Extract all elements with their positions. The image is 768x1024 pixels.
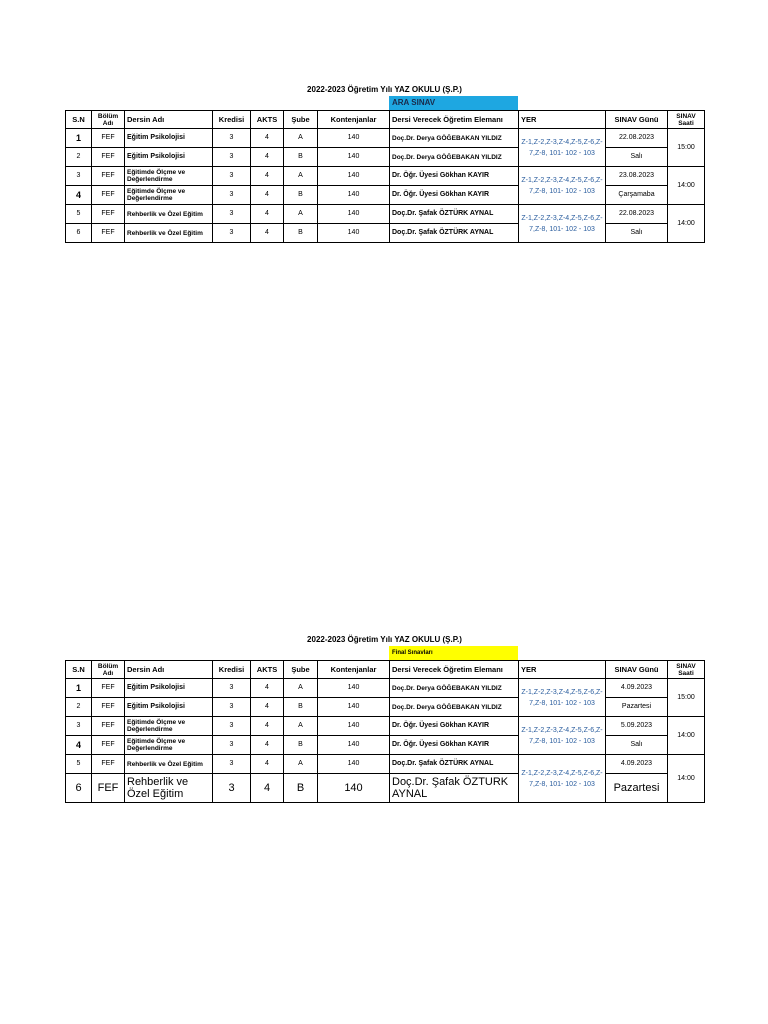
cell-bolum: FEF <box>92 698 125 717</box>
cell-kontenjan: 140 <box>318 736 390 755</box>
col-header: Bölüm Adı <box>92 661 125 679</box>
col-header: Dersin Adı <box>125 661 213 679</box>
cell-akts: 4 <box>251 205 284 224</box>
cell-gun: 22.08.2023 <box>606 205 668 224</box>
table-row <box>66 774 705 803</box>
final-sinav-banner: Final Sınavları <box>389 646 518 660</box>
cell-bolum: FEF <box>92 205 125 224</box>
cell-ders: Rehberlik ve Özel Eğitim <box>125 205 213 224</box>
cell-kontenjan: 140 <box>318 774 390 803</box>
cell-eleman: Doç.Dr. Derya GÖĞEBAKAN YILDIZ <box>390 148 519 167</box>
cell-kontenjan: 140 <box>318 698 390 717</box>
final-sinav-table <box>65 660 705 803</box>
cell-gun: 22.08.2023 <box>606 129 668 148</box>
cell-kredi: 3 <box>213 186 251 205</box>
col-header: S.N <box>66 661 92 679</box>
cell-yer: Z-1,Z-2,Z-3,Z-4,Z-5,Z-6,Z-7,Z-8, 101- 102 - 103 <box>519 679 606 717</box>
cell-bolum: FEF <box>92 148 125 167</box>
cell-gun: Çarşamaba <box>606 186 668 205</box>
cell-kredi: 3 <box>213 224 251 243</box>
cell-yer: Z-1,Z-2,Z-3,Z-4,Z-5,Z-6,Z-7,Z-8, 101- 102 - 103 <box>519 205 606 243</box>
cell-akts: 4 <box>251 148 284 167</box>
cell-kredi: 3 <box>213 129 251 148</box>
cell-saat: 14:00 <box>668 717 705 755</box>
col-header: Şube <box>284 661 318 679</box>
cell-eleman: Doç.Dr. Şafak ÖZTÜRK AYNAL <box>390 205 519 224</box>
cell-ders: Rehberlik ve Özel Eğitim <box>125 774 213 803</box>
cell-sn: 4 <box>66 186 92 205</box>
cell-eleman: Dr. Öğr. Üyesi Gökhan KAYIR <box>390 736 519 755</box>
col-header: AKTS <box>251 661 284 679</box>
col-header: Kredisi <box>213 111 251 129</box>
cell-yer: Z-1,Z-2,Z-3,Z-4,Z-5,Z-6,Z-7,Z-8, 101- 102 - 103 <box>519 755 606 803</box>
cell-saat: 15:00 <box>668 129 705 167</box>
cell-sube: B <box>284 774 318 803</box>
header-row <box>66 661 705 679</box>
col-header: Dersin Adı <box>125 111 213 129</box>
cell-akts: 4 <box>251 774 284 803</box>
cell-kontenjan: 140 <box>318 186 390 205</box>
cell-kredi: 3 <box>213 736 251 755</box>
cell-kredi: 3 <box>213 167 251 186</box>
cell-sn: 3 <box>66 717 92 736</box>
cell-eleman: Doç.Dr. Şafak ÖZTURK AYNAL <box>390 774 519 803</box>
ara-sinav-table <box>65 110 705 243</box>
cell-gun: Salı <box>606 224 668 243</box>
cell-eleman: Dr. Öğr. Üyesi Gökhan KAYIR <box>390 717 519 736</box>
header-row <box>66 111 705 129</box>
col-header: Bölüm Adı <box>92 111 125 129</box>
cell-ders: Rehberlik ve Özel Eğitim <box>125 224 213 243</box>
table-row <box>66 205 705 224</box>
cell-kontenjan: 140 <box>318 148 390 167</box>
cell-sube: A <box>284 129 318 148</box>
col-header: SINAV Saati <box>668 661 705 679</box>
cell-saat: 14:00 <box>668 205 705 243</box>
cell-gun: 4.09.2023 <box>606 679 668 698</box>
cell-akts: 4 <box>251 186 284 205</box>
cell-sn: 6 <box>66 774 92 803</box>
table-row <box>66 129 705 148</box>
cell-gun: 5.09.2023 <box>606 717 668 736</box>
cell-gun: Salı <box>606 736 668 755</box>
cell-akts: 4 <box>251 167 284 186</box>
cell-sn: 6 <box>66 224 92 243</box>
col-header: SINAV Günü <box>606 111 668 129</box>
col-header: Kontenjanlar <box>318 111 390 129</box>
cell-kontenjan: 140 <box>318 679 390 698</box>
cell-saat: 14:00 <box>668 755 705 803</box>
cell-ders: Eğitim Psikolojisi <box>125 148 213 167</box>
cell-sube: B <box>284 224 318 243</box>
cell-akts: 4 <box>251 224 284 243</box>
cell-eleman: Doç.Dr. Derya GÖĞEBAKAN YILDIZ <box>390 679 519 698</box>
table-row <box>66 224 705 243</box>
cell-kredi: 3 <box>213 717 251 736</box>
cell-sn: 5 <box>66 205 92 224</box>
col-header: Dersi Verecek Öğretim Elemanı <box>390 661 519 679</box>
ara-sinav-banner: ARA SINAV <box>389 96 518 110</box>
cell-sn: 2 <box>66 698 92 717</box>
cell-sube: B <box>284 698 318 717</box>
col-header: S.N <box>66 111 92 129</box>
col-header: Kredisi <box>213 661 251 679</box>
cell-sube: A <box>284 755 318 774</box>
cell-eleman: Dr. Öğr. Üyesi Gökhan KAYIR <box>390 167 519 186</box>
cell-kredi: 3 <box>213 698 251 717</box>
cell-sn: 2 <box>66 148 92 167</box>
cell-sube: A <box>284 205 318 224</box>
cell-gun: Salı <box>606 148 668 167</box>
cell-bolum: FEF <box>92 755 125 774</box>
cell-eleman: Doç.Dr. Derya GÖĞEBAKAN YILDIZ <box>390 129 519 148</box>
col-header: Dersi Verecek Öğretim Elemanı <box>390 111 519 129</box>
cell-akts: 4 <box>251 129 284 148</box>
cell-bolum: FEF <box>92 167 125 186</box>
cell-yer: Z-1,Z-2,Z-3,Z-4,Z-5,Z-6,Z-7,Z-8, 101- 102 - 103 <box>519 717 606 755</box>
cell-bolum: FEF <box>92 129 125 148</box>
cell-bolum: FEF <box>92 224 125 243</box>
cell-ders: Eğitimde Ölçme ve Değerlendirme <box>125 167 213 186</box>
cell-akts: 4 <box>251 679 284 698</box>
cell-sube: B <box>284 186 318 205</box>
cell-ders: Eğitimde Ölçme ve Değerlendirme <box>125 717 213 736</box>
cell-bolum: FEF <box>92 774 125 803</box>
cell-gun: Pazartesi <box>606 698 668 717</box>
cell-ders: Eğitim Psikolojisi <box>125 698 213 717</box>
cell-gun: Pazartesi <box>606 774 668 803</box>
cell-sube: B <box>284 148 318 167</box>
cell-kredi: 3 <box>213 205 251 224</box>
table-row <box>66 167 705 186</box>
cell-kredi: 3 <box>213 755 251 774</box>
col-header: AKTS <box>251 111 284 129</box>
cell-sube: A <box>284 679 318 698</box>
table-row <box>66 717 705 736</box>
cell-kredi: 3 <box>213 148 251 167</box>
col-header: YER <box>519 661 606 679</box>
cell-eleman: Doç.Dr. Şafak ÖZTÜRK AYNAL <box>390 224 519 243</box>
cell-saat: 14:00 <box>668 167 705 205</box>
cell-sn: 1 <box>66 129 92 148</box>
final-sinav-section <box>65 634 704 803</box>
cell-eleman: Doç.Dr. Şafak ÖZTÜRK AYNAL <box>390 755 519 774</box>
cell-akts: 4 <box>251 736 284 755</box>
page-title: 2022-2023 Öğretim Yılı YAZ OKULU (Ş.P.) <box>307 85 462 94</box>
cell-ders: Rehberlik ve Özel Eğitim <box>125 755 213 774</box>
cell-akts: 4 <box>251 698 284 717</box>
cell-kredi: 3 <box>213 774 251 803</box>
cell-yer: Z-1,Z-2,Z-3,Z-4,Z-5,Z-6,Z-7,Z-8, 101- 102 - 103 <box>519 129 606 167</box>
cell-bolum: FEF <box>92 736 125 755</box>
cell-bolum: FEF <box>92 679 125 698</box>
cell-sube: A <box>284 717 318 736</box>
page-title: 2022-2023 Öğretim Yılı YAZ OKULU (Ş.P.) <box>307 635 462 644</box>
cell-gun: 23.08.2023 <box>606 167 668 186</box>
cell-ders: Eğitim Psikolojisi <box>125 129 213 148</box>
cell-kontenjan: 140 <box>318 755 390 774</box>
col-header: SINAV Günü <box>606 661 668 679</box>
cell-sn: 4 <box>66 736 92 755</box>
cell-kontenjan: 140 <box>318 205 390 224</box>
table-row <box>66 736 705 755</box>
cell-kontenjan: 140 <box>318 717 390 736</box>
cell-gun: 4.09.2023 <box>606 755 668 774</box>
cell-kontenjan: 140 <box>318 224 390 243</box>
cell-ders: Eğitim Psikolojisi <box>125 679 213 698</box>
cell-akts: 4 <box>251 755 284 774</box>
table-row <box>66 755 705 774</box>
cell-ders: Eğitimde Ölçme ve Değerlendirme <box>125 186 213 205</box>
col-header: Şube <box>284 111 318 129</box>
cell-ders: Eğitimde Ölçme ve Değerlendirme <box>125 736 213 755</box>
cell-bolum: FEF <box>92 717 125 736</box>
cell-sn: 1 <box>66 679 92 698</box>
cell-kredi: 3 <box>213 679 251 698</box>
col-header: YER <box>519 111 606 129</box>
cell-yer: Z-1,Z-2,Z-3,Z-4,Z-5,Z-6,Z-7,Z-8, 101- 102 - 103 <box>519 167 606 205</box>
table-row <box>66 148 705 167</box>
cell-sube: B <box>284 736 318 755</box>
cell-sn: 5 <box>66 755 92 774</box>
col-header: SINAV Saati <box>668 111 705 129</box>
table-row <box>66 679 705 698</box>
cell-bolum: FEF <box>92 186 125 205</box>
cell-saat: 15:00 <box>668 679 705 717</box>
table-row <box>66 186 705 205</box>
col-header: Kontenjanlar <box>318 661 390 679</box>
cell-kontenjan: 140 <box>318 129 390 148</box>
cell-kontenjan: 140 <box>318 167 390 186</box>
cell-sn: 3 <box>66 167 92 186</box>
cell-sube: A <box>284 167 318 186</box>
cell-eleman: Doç.Dr. Derya GÖĞEBAKAN YILDIZ <box>390 698 519 717</box>
cell-akts: 4 <box>251 717 284 736</box>
cell-eleman: Dr. Öğr. Üyesi Gökhan KAYIR <box>390 186 519 205</box>
ara-sinav-section <box>65 84 704 243</box>
table-row <box>66 698 705 717</box>
